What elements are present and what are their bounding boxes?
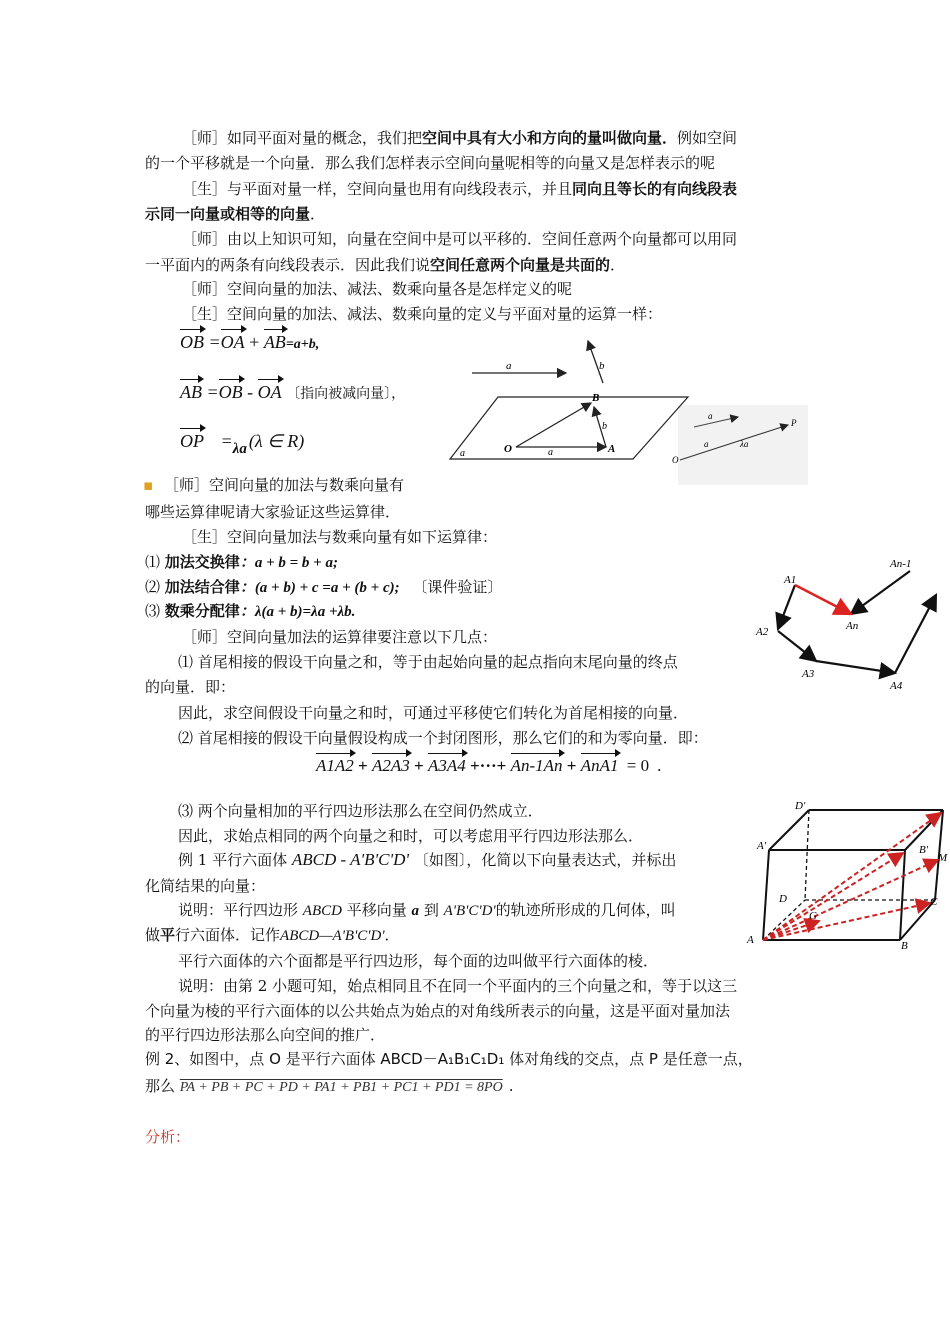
example-1-line-2: 化简结果的向量： [145, 877, 266, 895]
law-formula: ：a + b = b + a; [239, 555, 338, 571]
vector-A3A4: A3A4 [427, 756, 466, 775]
plane-vector-figure [448, 335, 808, 485]
vector-AB: AB [263, 332, 286, 352]
math: A'B'C'D' [443, 903, 496, 919]
plane [450, 397, 688, 459]
para-9-line-2: 的向量．即： [145, 678, 236, 696]
para-17-line-2: 个向量为棱的平行六面体的以公共始点为始点的对角线所表示的向量，这是平面对量加法 [145, 1002, 731, 1020]
analysis-label: 分析： [145, 1128, 191, 1146]
bold-text: 同向且等长的有向线段表 [572, 180, 738, 198]
law-1 [145, 552, 338, 573]
vector-A1A2: A1A2 [316, 756, 354, 775]
text: 的轨迹所形成的几何体，叫 [495, 901, 676, 919]
vector-OA: OA [220, 332, 245, 352]
para-5: ［生］空间向量的加法、减法、数乘向量的定义与平面对量的运算一样： [182, 305, 663, 323]
label-A1: A1 [784, 574, 797, 586]
example-1-line-1 [178, 850, 676, 870]
vector-OB [516, 403, 591, 447]
diagonal-vectors [763, 813, 941, 940]
para-9-line-1: ⑴ 首尾相接的假设干向量之和，等于由起始向量的起点指向末尾向量的终点 [178, 653, 678, 671]
para-4: ［师］空间向量的加法、减法、数乘向量各是怎样定义的呢 [182, 280, 573, 298]
law-name: 加法结合律 [164, 578, 240, 596]
label-plane-a: a [460, 448, 465, 459]
example-2-line-2 [145, 1076, 513, 1098]
law-2 [145, 577, 502, 598]
equation-1 [180, 332, 319, 355]
note-1-line-1 [178, 900, 676, 921]
para-12: ⑶ 两个向量相加的平行四边形法那么在空间仍然成立． [178, 802, 543, 820]
para-3-line-1: ［师］由以上知识可知，向量在空间中是可以平移的．空间任意两个向量都可以用同 [182, 230, 738, 248]
text: 那么 [145, 1077, 176, 1095]
label-P: P [791, 418, 797, 428]
label-A-prime: A' [757, 840, 767, 852]
condition: (λ ∈ R) [248, 431, 305, 451]
para-10: 因此，求空间假设干向量之和时，可通过平移使它们转化为首尾相接的向量． [178, 704, 689, 722]
law-number: ⑵ [145, 578, 161, 596]
vector-OB: OB [180, 332, 204, 352]
text: 例如空间 [677, 129, 738, 147]
equals: = [220, 431, 233, 451]
plus: + [358, 756, 368, 775]
label-A3: A3 [802, 668, 815, 680]
example-2-line-1: 例 2、如图中，点 O 是平行六面体 ABCD－A₁B₁C₁D₁ 体对角线的交点，点 P 是任意一点， [145, 1050, 753, 1068]
text: 〔如图〕，化简以下向量表达式，并标出 [413, 851, 677, 869]
minus: - [247, 382, 254, 402]
bold-text: 空间任意两个向量是共面的 [430, 256, 611, 274]
vector-An-1An: An-1An [510, 756, 563, 775]
para-6-line-2: 哪些运算律呢请大家验证这些运算律． [145, 503, 401, 521]
vector-OA: OA [257, 382, 282, 402]
text: 做 [145, 926, 161, 944]
text: ． [384, 926, 400, 944]
result: =a+b, [285, 337, 320, 352]
vector-AB: AB [180, 382, 202, 402]
math: a [411, 903, 420, 919]
label-B-prime: B' [919, 844, 929, 856]
edge-A1-An-red [795, 585, 851, 614]
label-B: B [901, 940, 908, 952]
edge-A4-up [895, 595, 936, 673]
label-a3: a [708, 411, 713, 421]
label-A: A [608, 443, 616, 455]
law-name: 数乘分配律 [164, 602, 240, 620]
label-D: D [779, 893, 787, 905]
bold-text: 示同一向量或相等的向量 [145, 205, 311, 223]
text: 说明：平行四边形 [178, 901, 299, 919]
label-A2: A2 [756, 626, 769, 638]
vector-AnA1: AnA1 [580, 756, 619, 775]
text: 到 [423, 901, 439, 919]
label-An: An [846, 620, 859, 632]
text: ． [610, 256, 626, 274]
para-8: ［师］空间向量加法的运算律要注意以下几点： [182, 628, 498, 646]
para-1-line-1 [182, 128, 737, 148]
label-a4: a [704, 439, 709, 449]
edge-A2-A3 [778, 631, 816, 661]
label-a2: a [548, 447, 553, 458]
law-formula: ：λ(a + b)=λa +λb. [239, 604, 356, 620]
lambda-a: λa [232, 441, 247, 457]
edge-A1-A2 [778, 585, 795, 629]
zero-vector: = 0 [626, 756, 650, 775]
para-11: ⑵ 首尾相接的假设干向量假设构成一个封闭图形，那么它们的和为零向量．即： [178, 729, 708, 747]
label-A: A [747, 934, 754, 946]
plus: + [249, 332, 260, 352]
law-number: ⑶ [145, 602, 161, 620]
polygon-chain-figure [750, 555, 950, 695]
bullet-marker: ▪ [143, 476, 154, 494]
edge-A3-A4 [816, 661, 895, 673]
label-G: G [809, 910, 817, 922]
para-2-line-1 [182, 179, 737, 199]
text: 一平面内的两条有向线段表示．因此我们说 [145, 256, 431, 274]
label-a: a [506, 360, 512, 372]
para-13: 因此，求始点相同的两个向量之和时，可以考虑用平行四边形法那么． [178, 827, 644, 845]
equals: = [208, 332, 221, 352]
period: . [657, 756, 662, 775]
dots: +···+ [469, 756, 507, 775]
para-7: ［生］空间向量加法与数乘向量有如下运算律： [182, 528, 498, 546]
equation-3 [180, 431, 305, 457]
para-17-line-3: 的平行四边形法那么向空间的推广． [145, 1026, 386, 1044]
note-1-line-2 [145, 925, 400, 946]
text: 例 1 平行六面体 [178, 851, 288, 869]
math: ABCD [302, 903, 342, 919]
para-6-line-1 [143, 475, 404, 495]
label-M: M [938, 852, 948, 864]
text: ［生］与平面对量一样，空间向量也用有向线段表示，并且 [182, 180, 573, 198]
equation-2 [180, 382, 405, 404]
label-B: B [592, 392, 600, 404]
vector-OB: OB [218, 382, 243, 402]
label-b: b [599, 360, 605, 372]
law-formula: ：(a + b) + c =a + (b + c); [239, 580, 400, 596]
para-17-line-1: 说明：由第 2 小题可知，始点相同且不在同一个平面内的三个向量之和，等于以这三 [178, 977, 738, 995]
law-3 [145, 601, 355, 622]
note: 〔指向被减向量〕， [286, 386, 406, 402]
label-b2: b [602, 421, 607, 432]
math: ABCD—A'B'C'D' [280, 928, 385, 944]
label-D-prime: D' [795, 800, 806, 812]
law-number: ⑴ [145, 553, 161, 571]
para-1-line-2: 的一个平移就是一个向量．那么我们怎样表示空间向量呢相等的向量又是怎样表示的呢 [145, 154, 716, 172]
vector-OP: OP [180, 431, 204, 451]
vector-sum-formula: PA + PB + PC + PD + PA1 + PB1 + PC1 + PD1 = 8PO [179, 1080, 503, 1095]
parallelepiped-figure [745, 795, 948, 955]
bold-text: 空间中具有大小和方向的量叫做向量． [422, 129, 678, 147]
equation-4 [316, 756, 661, 776]
text: ［师］如同平面对量的概念，我们把 [182, 129, 423, 147]
para-3-line-2 [145, 255, 625, 275]
label-C: C [930, 896, 938, 908]
equals: = [206, 382, 219, 402]
bold-text: 平 [160, 926, 176, 944]
text: 平移向量 [346, 901, 407, 919]
label-O2: O [672, 455, 679, 465]
para-16: 平行六面体的六个面都是平行四边形，每个面的边叫做平行六面体的棱． [178, 952, 659, 970]
period: . [508, 1077, 514, 1095]
para-2-line-2 [145, 204, 325, 224]
label-O: O [504, 443, 512, 455]
edge-An1-An [851, 571, 910, 614]
plus: + [414, 756, 424, 775]
label-A4: A4 [890, 680, 903, 692]
law-name: 加法交换律 [164, 553, 240, 571]
plus: + [566, 756, 577, 775]
vector-A2A3: A2A3 [371, 756, 410, 775]
math-ABCD-A'B'C'D': ABCD - A'B'C'D' [291, 850, 410, 869]
law-note: 〔课件验证〕 [412, 578, 503, 596]
label-An-1: An-1 [890, 558, 912, 570]
text: 行六面体．记作 [175, 926, 281, 944]
text: ． [310, 205, 326, 223]
label-lambda-a: λa [740, 439, 749, 449]
text: ［师］空间向量的加法与数乘向量有 [163, 476, 404, 494]
